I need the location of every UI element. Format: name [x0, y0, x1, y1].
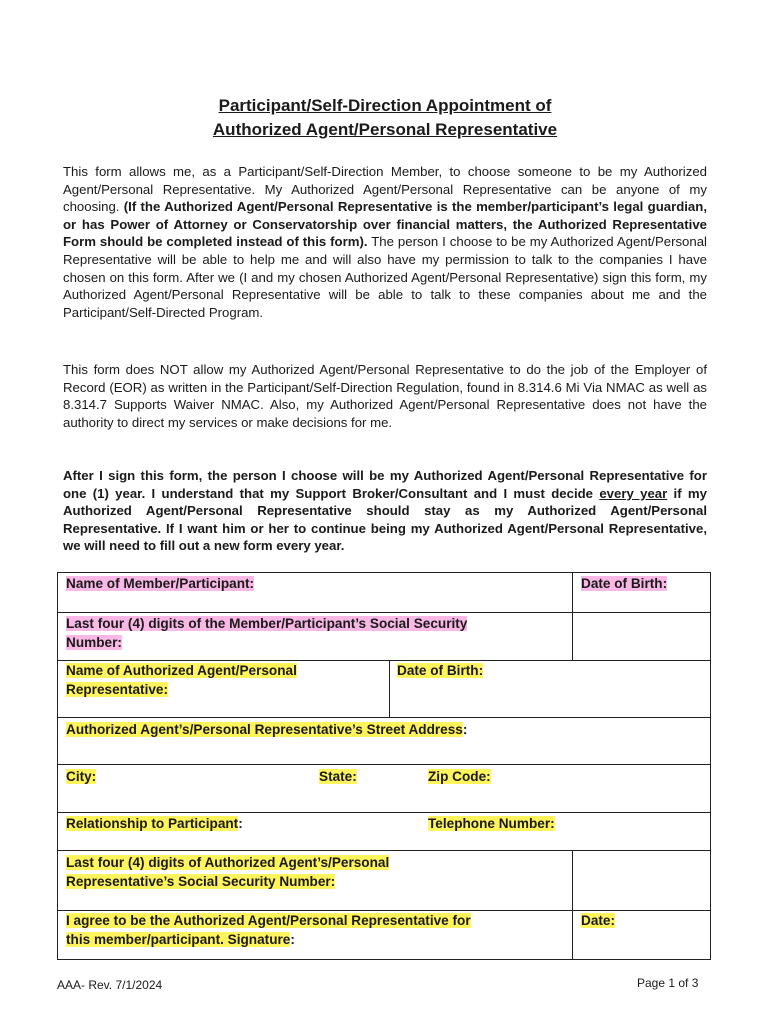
page-title — [0, 94, 770, 142]
agree-label-2: this member/participant. Signature — [66, 932, 291, 947]
title-line-1: Participant/Self-Direction Appointment of — [218, 96, 552, 115]
intro-paragraph — [63, 163, 707, 321]
authorization-form-table — [57, 572, 711, 960]
zip-label: Zip Code: — [428, 769, 491, 784]
member-ssn-field[interactable] — [66, 614, 467, 652]
city-label: City: — [66, 769, 97, 784]
city-field[interactable] — [66, 767, 96, 786]
relationship-label: Relationship to Participant — [66, 816, 239, 831]
title-line-2: Authorized Agent/Personal Representative — [212, 120, 558, 139]
every-year-emphasis: every year — [599, 485, 668, 501]
page-number: Page 1 of 3 — [637, 976, 699, 990]
agent-name-label-2: Representative: — [66, 682, 168, 697]
telephone-label: Telephone Number: — [428, 816, 555, 831]
signature-date-field[interactable] — [581, 911, 615, 930]
relationship-colon: : — [238, 816, 243, 831]
agent-name-field[interactable] — [66, 661, 297, 699]
agent-address-field[interactable] — [66, 720, 467, 739]
intro-rest: The person I choose to be my Authorized Agent/Personal Representative will be able to help me and will also have my permission to talk to the companies I have chosen on this form. After we (I and my chosen Authorized Agent/Personal Representative) sign this form, my Authorized Agent/Personal Representative will be able to talk to these companies about me and the Participant/Self-Directed Program. — [63, 234, 707, 320]
term-paragraph — [63, 467, 707, 555]
signature-date-label: Date: — [581, 913, 615, 928]
state-label: State: — [319, 769, 357, 784]
agent-name-label-1: Name of Authorized Agent/Personal — [66, 663, 297, 678]
relationship-field[interactable] — [66, 814, 243, 833]
member-dob-field[interactable] — [581, 574, 667, 593]
agent-dob-label: Date of Birth: — [397, 663, 484, 678]
agree-label-1: I agree to be the Authorized Agent/Personal Representative for — [66, 913, 471, 928]
term-text-1: After I sign this form, the person I choose will be my Authorized Agent/Personal Representative for one (1) year. I understand that my Support Broker/Consultant and I must decide — [63, 468, 707, 501]
revision-footer: AAA- Rev. 7/1/2024 — [57, 978, 163, 992]
intro-text: This form allows me, as a Participant/Self-Direction Member, to choose someone to be my Authorized Agent/Personal Representative. My Authorized Agent/Personal Representative can be anyone of my choosing. — [63, 164, 707, 215]
signature-field[interactable] — [66, 911, 471, 949]
term-text-2: if my Authorized Agent/Personal Representative should stay as my Authorized Agent/Personal Representative. If I want him or her to continue being my Authorized Agent/Personal Representative, we will need to fill out a new form every year. — [63, 485, 707, 554]
agree-colon: : — [290, 932, 295, 947]
member-dob-label: Date of Birth: — [581, 576, 668, 591]
member-ssn-label-2: Number: — [66, 635, 122, 650]
agent-ssn-label-1: Last four (4) digits of Authorized Agent’s/Personal — [66, 855, 390, 870]
agent-address-label: Authorized Agent’s/Personal Representative’s Street Address — [66, 722, 463, 737]
member-ssn-label-1: Last four (4) digits of the Member/Participant’s Social Security — [66, 616, 468, 631]
guardian-note: (If the Authorized Agent/Personal Representative is the member/participant’s legal guardian, or has Power of Attorney or Conservatorship over financial matters, the Authorized Representative Form should be completed instead of this form). — [63, 199, 707, 250]
telephone-field[interactable] — [428, 814, 555, 833]
agent-address-colon: : — [462, 722, 468, 737]
member-name-field[interactable] — [66, 574, 254, 593]
state-field[interactable] — [319, 767, 357, 786]
member-name-label: Name of Member/Participant: — [66, 576, 255, 591]
zip-field[interactable] — [428, 767, 491, 786]
agent-dob-field[interactable] — [397, 661, 483, 680]
eor-paragraph: This form does NOT allow my Authorized Agent/Personal Representative to do the job of the Employer of Record (EOR) as written in the Participant/Self-Direction Regulation, found in 8.314.6 Mi Via NMAC as well as 8.314.7 Supports Waiver NMAC. Also, my Authorized Agent/Personal Representative does not have the authority to direct my services or make decisions for me. — [63, 362, 707, 430]
agent-ssn-field[interactable] — [66, 853, 389, 891]
agent-ssn-label-2: Representative’s Social Security Number: — [66, 874, 336, 889]
